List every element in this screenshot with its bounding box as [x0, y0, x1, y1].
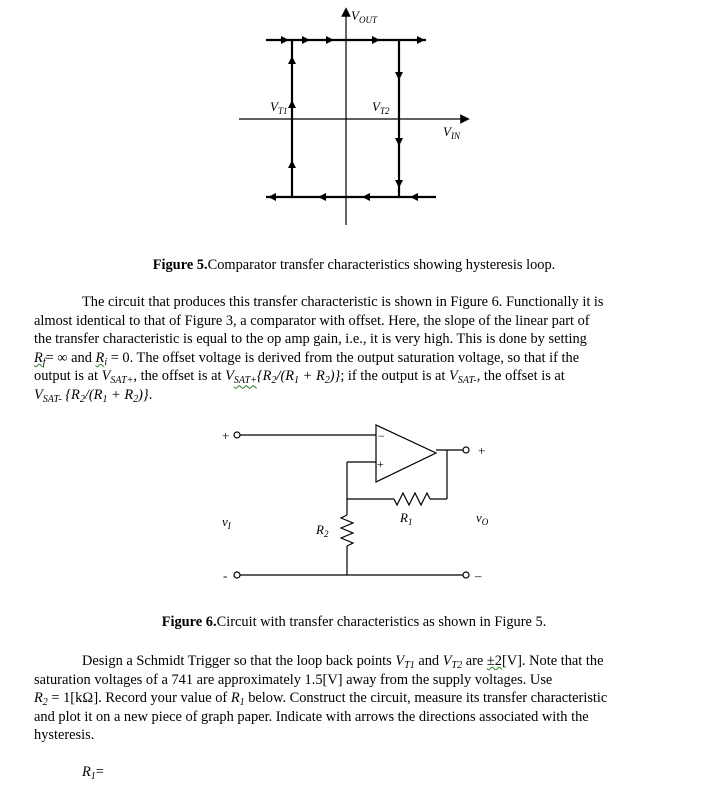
opamp-inverting-label: − — [378, 429, 385, 443]
vt2-label: $V_{T2}$ — [372, 99, 390, 116]
input-plus-label: + — [222, 428, 230, 443]
vo-label: $v_O$ — [476, 510, 489, 527]
r2-label: $R_2$ — [316, 522, 329, 539]
r1-answer-label: R — [82, 764, 91, 780]
r1-resistor — [394, 493, 430, 505]
figure6-caption — [0, 614, 708, 631]
paragraph2-line3: $R_2$ = 1[kΩ]. Record your value of $R_1$ below. Construct the circuit, measure its transfer characteristic — [34, 690, 608, 709]
input-minus-label: - — [223, 568, 228, 583]
figure5-caption-label: Figure 5. — [152, 257, 208, 273]
vin-label: $V_{IN}$ — [443, 124, 460, 141]
r1-answer-subscript: 1 — [90, 771, 96, 782]
paragraph-circuit-description — [34, 293, 676, 405]
r1-answer-field[interactable] — [82, 764, 104, 781]
vi-label: $v_I$ — [222, 514, 231, 531]
paragraph2-line5: hysteresis. — [34, 727, 95, 744]
paragraph1-line5: output is at $V_{SAT+}$, the offset is at $V_{SAT+}\{R_2/(R_1 + R_2)\}$; if the output is at $V_{SAT-}$, the offset is at — [34, 368, 565, 387]
output-minus-label: – — [475, 568, 482, 583]
paragraph1-line6: $V_{SAT-}$ $\{R_2/(R_1 + R_2)\}$. — [34, 386, 153, 405]
paragraph1-line2: almost identical to that of Figure 3, a comparator with offset. Here, the slope of the linear part of — [34, 312, 590, 329]
figure6-caption-label: Figure 6. — [161, 614, 217, 630]
opamp-symbol — [376, 425, 436, 482]
vout-label: $V_{OUT}$ — [351, 8, 377, 25]
figure5-caption — [0, 257, 708, 274]
figure6-caption-text: Circuit with transfer characteristics as shown in Figure 5. — [216, 614, 547, 630]
schmitt-trigger-circuit — [234, 425, 469, 578]
r2-resistor — [341, 515, 353, 546]
opamp-noninverting-label: + — [377, 457, 384, 471]
r1-answer-equals: = — [95, 764, 104, 780]
paragraph-design-task — [34, 652, 676, 745]
figure5-caption-text: Comparator transfer characteristics showing hysteresis loop. — [207, 257, 556, 273]
r1-label: $R_1$ — [400, 510, 413, 527]
paragraph2-line2: saturation voltages of a 741 are approximately 1.5[V] away from the supply voltages. Use — [34, 671, 553, 688]
paragraph1-line3: the transfer characteristic is equal to the op amp gain, i.e., it is very high. This is done by setting — [34, 331, 587, 348]
paragraph1-line1: The circuit that produces this transfer characteristic is shown in Figure 6. Functionally it is — [82, 294, 604, 310]
vt1-label: $V_{T1}$ — [270, 99, 288, 116]
paragraph1-line4: $R_f=$ ∞ and $R_i = 0$. The offset voltage is derived from the output saturation voltage, so that if the — [34, 349, 580, 368]
paragraph2-line4: and plot it on a new piece of graph paper. Indicate with arrows the directions associated with the — [34, 708, 589, 725]
paragraph2-line1: Design a Schmidt Trigger so that the loop back points $V_{T1}$ and $V_{T2}$ are ±2[V]. Note that the — [82, 653, 604, 671]
output-plus-label: + — [478, 443, 486, 458]
